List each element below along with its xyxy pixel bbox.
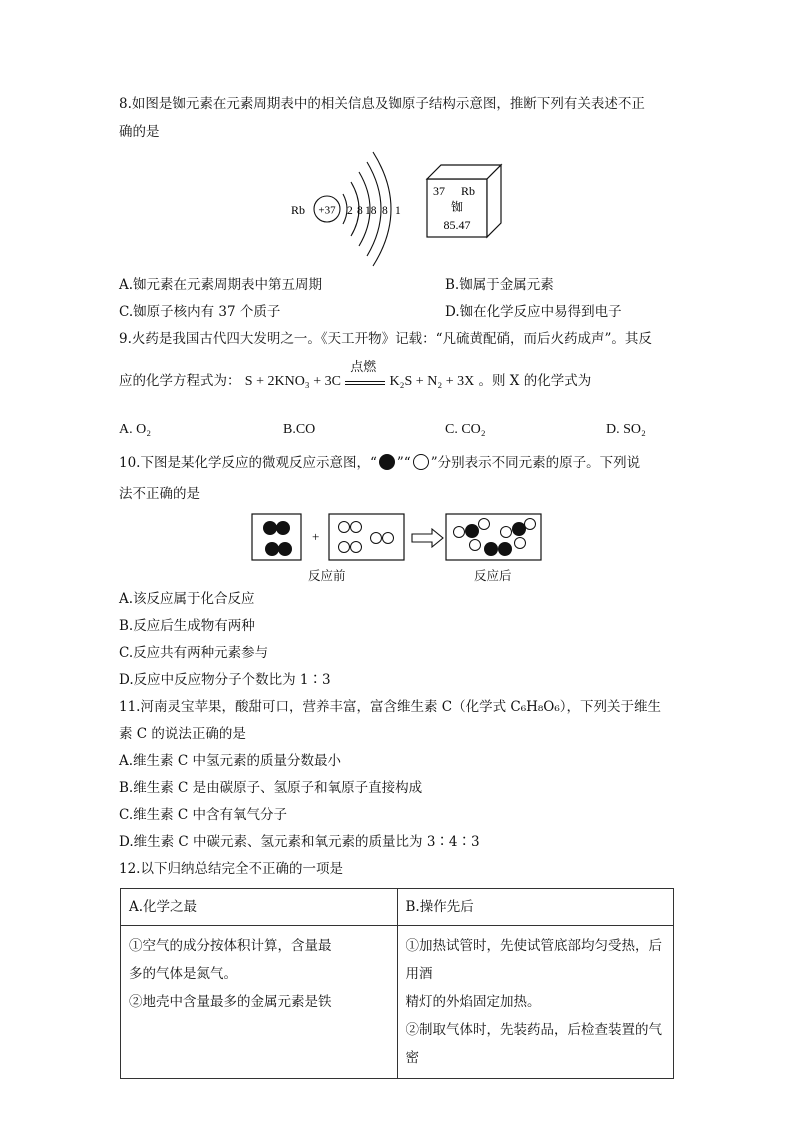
q10-stem-part3: ”分别表示不同元素的原子。下列说 — [430, 455, 641, 471]
caption-after-reaction: 反应后 — [474, 568, 512, 583]
q8-option-b: B.铷属于金属元素 — [445, 277, 554, 293]
q12-summary-table — [120, 888, 674, 1079]
q8-option-a: A.铷元素在元素周期表中第五周期 — [119, 277, 323, 293]
atomic-mass: 85.47 — [443, 218, 471, 232]
q9-option-c: C. CO₂ — [445, 422, 486, 437]
q9-option-a: A. O₂ — [119, 422, 152, 437]
q10-stem-part1: 10.下图是某化学反应的微观反应示意图，“ — [119, 455, 377, 471]
table-header-a: A.化学之最 — [121, 889, 398, 926]
table-header-b: B.操作先后 — [397, 889, 674, 926]
table-a-line3: ②地壳中含量最多的金属元素是铁 — [129, 994, 332, 1010]
q10-stem-part2: ”“ — [396, 455, 411, 471]
q11-stem-line2: 素 C 的说法正确的是 — [119, 726, 246, 742]
q8-option-c: C.铷原子核内有 37 个质子 — [119, 304, 281, 320]
q10-option-a: A.该反应属于化合反应 — [119, 591, 255, 607]
element-name: 铷 — [450, 200, 464, 214]
shell-5-electrons: 1 — [395, 205, 401, 217]
table-a-line1: ①空气的成分按体积计算，含量最 — [129, 938, 332, 954]
element-symbol: Rb — [461, 184, 476, 198]
q9-equation-line — [119, 360, 592, 392]
q8-stem-line2: 确的是 — [119, 124, 160, 140]
black-atom-icon — [379, 454, 395, 470]
table-b-line1: ①加热试管时，先使试管底部均匀受热，后用酒 — [405, 938, 662, 982]
table-cell-b — [397, 926, 674, 1079]
q11-option-d: D.维生素 C 中碳元素、氢元素和氧元素的质量比为 3∶4∶3 — [119, 834, 480, 850]
table-b-line2: 精灯的外焰固定加热。 — [405, 994, 541, 1010]
plus-sign: + — [312, 529, 320, 544]
q9-stem-suffix: 。则 X 的化学式为 — [478, 373, 592, 389]
q8-stem-line1: 8.如图是铷元素在元素周期表中的相关信息及铷原子结构示意图，推断下列有关表述不正 — [119, 96, 645, 112]
shell-2-electrons: 8 — [357, 205, 363, 217]
q10-option-d: D.反应中反应物分子个数比为 1∶3 — [119, 672, 331, 688]
table-cell-a — [121, 926, 398, 1079]
q11-stem-line1: 11.河南灵宝苹果，酸甜可口，营养丰富，富含维生素 C（化学式 C₆H₈O₆），下列关于维生 — [119, 699, 662, 715]
q9-option-d: D. SO₂ — [606, 422, 646, 437]
q11-option-a: A.维生素 C 中氢元素的质量分数最小 — [119, 753, 341, 769]
q10-option-c: C.反应共有两种元素参与 — [119, 645, 269, 661]
q9-stem-prefix: 应的化学方程式为： — [119, 373, 241, 389]
shell-3-electrons: 18 — [365, 205, 377, 217]
reaction-arrow — [345, 360, 385, 391]
q11-option-c: C.维生素 C 中含有氧气分子 — [119, 807, 288, 823]
reaction-micro-diagram — [250, 512, 545, 562]
atomic-number: 37 — [433, 184, 445, 198]
caption-before-reaction: 反应前 — [308, 568, 346, 583]
q11-option-b: B.维生素 C 是由碳原子、氢原子和氧原子直接构成 — [119, 780, 423, 796]
q8-option-d: D.铷在化学反应中易得到电子 — [445, 304, 622, 320]
q10-option-b: B.反应后生成物有两种 — [119, 618, 255, 634]
atom-symbol: Rb — [291, 203, 306, 217]
q9-option-b: B.CO — [283, 422, 316, 437]
rb-atom-structure-diagram — [285, 150, 415, 268]
periodic-table-cell — [425, 163, 505, 239]
table-b-line3: ②制取气体时，先装药品，后检查装置的气密 — [405, 1022, 662, 1066]
q10-stem-line1 — [119, 453, 640, 473]
white-atom-icon — [413, 454, 429, 470]
table-a-line2: 多的气体是氮气。 — [129, 966, 237, 982]
reaction-condition: 点燃 — [350, 360, 377, 375]
reaction-arrow-icon — [412, 529, 443, 547]
nucleus-charge: +37 — [318, 204, 336, 217]
q12-stem: 12.以下归纳总结完全不正确的一项是 — [119, 861, 343, 877]
q10-stem-line2: 法不正确的是 — [119, 486, 200, 502]
equation-reactants: S + 2KNO₃ + 3C — [244, 374, 341, 389]
q9-stem-line1: 9.火药是我国古代四大发明之一。《天工开物》记载：“凡硫黄配硝，而后火药成声”。其反 — [119, 331, 652, 347]
shell-1-electrons: 2 — [347, 205, 353, 217]
equation-products: K₂S + N₂ + 3X — [389, 374, 475, 389]
shell-4-electrons: 8 — [382, 205, 388, 217]
